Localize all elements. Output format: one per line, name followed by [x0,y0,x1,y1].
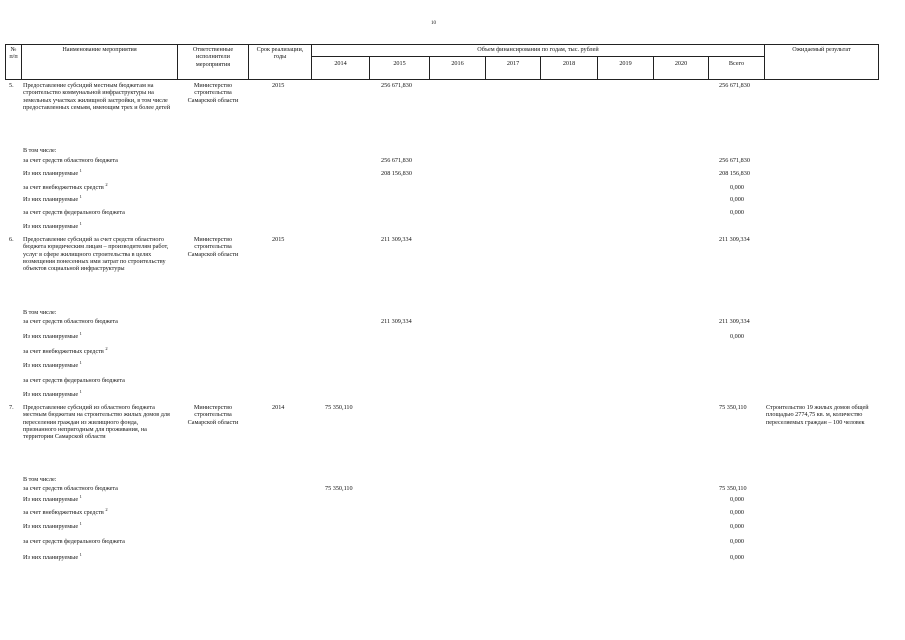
header-total: Всего [728,60,745,67]
sub-label: Из них планируемые $^1$ [23,493,82,503]
sub-label: за счет средств федерального бюджета [23,209,125,216]
sub-label: В том числе: [23,147,57,154]
col-border [878,44,879,80]
col-border [177,44,178,80]
sub-label: за счет внебюджетных средств $^2$ [23,506,108,516]
sub-label: за счет внебюджетных средств $^2$ [23,345,108,355]
sub-value-2015: 211 309,334 [381,318,412,325]
row-value-2015: 256 671,830 [381,82,412,89]
header-year: 2018 [562,60,576,67]
header-funding: Объем финансирования по годам, тыс. рублей [477,46,599,53]
sub-label: В том числе: [23,309,57,316]
row-value-total: 211 309,334 [719,236,750,243]
row-executor: Министерство строительства Самарской области [187,404,239,426]
table-top-border [5,44,878,45]
row-value-total: 256 671,830 [719,82,750,89]
sub-value-total: 0,000 [730,496,744,503]
row-value-total: 75 350,110 [719,404,747,411]
sub-label: за счет средств федерального бюджета [23,377,125,384]
sub-value-total: 256 671,830 [719,157,750,164]
row-value-2015: 211 309,334 [381,236,412,243]
row-term: 2014 [272,404,285,411]
row-name: Предоставление субсидий местным бюджетам на строительство коммунальной инфраструктуры на земельных участках жилищной застройки, в том числе предоставленных семьям, имеющим трех и более детей [23,82,171,111]
sub-value-total: 208 156,830 [719,170,750,177]
row-expected-result: Строительство 19 жилых домов общей площадью 2774,75 кв. м, количество переселяемых граждан – 100 человек [766,404,869,426]
sub-label: Из них планируемые $^1$ [23,359,82,369]
sub-label: за счет внебюджетных средств $^2$ [23,181,108,191]
sub-label: за счет средств областного бюджета [23,318,118,325]
sub-value-total: 211 309,334 [719,318,750,325]
sub-label: Из них планируемые $^1$ [23,330,82,340]
header-name: Наименование мероприятия [62,46,137,53]
sub-value-total: 0,000 [730,333,744,340]
row-number: 6. [9,236,14,243]
row-value-2014: 75 350,110 [325,404,353,411]
sub-value-total: 0,000 [730,554,744,561]
row-name: Предоставление субсидий за счет средств областного бюджета юридическим лицам – производителям работ, услуг в сфере жилищного строительства в целях возмещения понесенных ими затрат по строительству объектов социальной инфраструктуры [23,236,169,273]
row-number: 5. [9,82,14,89]
sub-value-total: 0,000 [730,184,744,191]
sub-label: В том числе: [23,476,57,483]
sub-value-total: 0,000 [730,209,744,216]
sub-label: Из них планируемые $^1$ [23,220,82,230]
header-executors: Ответственные исполнители мероприятия [192,46,234,68]
sub-label: Из них планируемые $^1$ [23,388,82,398]
header-term: Срок реализации, годы [256,46,304,61]
sub-label: Из них планируемые $^1$ [23,193,82,203]
col-border [248,44,249,80]
sub-label: за счет средств федерального бюджета [23,538,125,545]
header-result: Ожидаемый результат [792,46,851,53]
sub-value-total: 0,000 [730,509,744,516]
row-term: 2015 [272,82,285,89]
row-executor: Министерство строительства Самарской области [187,236,239,258]
header-year: 2019 [619,60,632,67]
funding-subheader-border [311,56,764,57]
row-term: 2015 [272,236,285,243]
header-year: 2015 [393,60,406,67]
row-executor: Министерство строительства Самарской области [187,82,239,104]
sub-value-2015: 256 671,830 [381,157,412,164]
sub-value-2015: 208 156,830 [381,170,412,177]
sub-label: Из них планируемые $^1$ [23,167,82,177]
sub-value-total: 75 350,110 [719,485,747,492]
page-number: 10 [431,21,436,26]
sub-label: Из них планируемые $^1$ [23,551,82,561]
header-number: № п/п [9,46,18,61]
header-year: 2014 [334,60,347,67]
header-year: 2020 [674,60,688,67]
sub-label: за счет средств областного бюджета [23,485,118,492]
table-header-bottom-border [5,79,878,80]
row-number: 7. [9,404,14,411]
sub-label: Из них планируемые $^1$ [23,520,82,530]
sub-value-total: 0,000 [730,196,744,203]
header-year: 2016 [451,60,464,67]
sub-label: за счет средств областного бюджета [23,157,118,164]
row-name: Предоставление субсидий из областного бюджета местным бюджетам на строительство жилых домов для переселения граждан из жилищного фонда, признанного непригодным для проживания, на территории Самарской области [23,404,170,441]
header-year: 2017 [506,60,520,67]
sub-value-total: 0,000 [730,538,744,545]
sub-value-2014: 75 350,110 [325,485,353,492]
sub-value-total: 0,000 [730,523,744,530]
